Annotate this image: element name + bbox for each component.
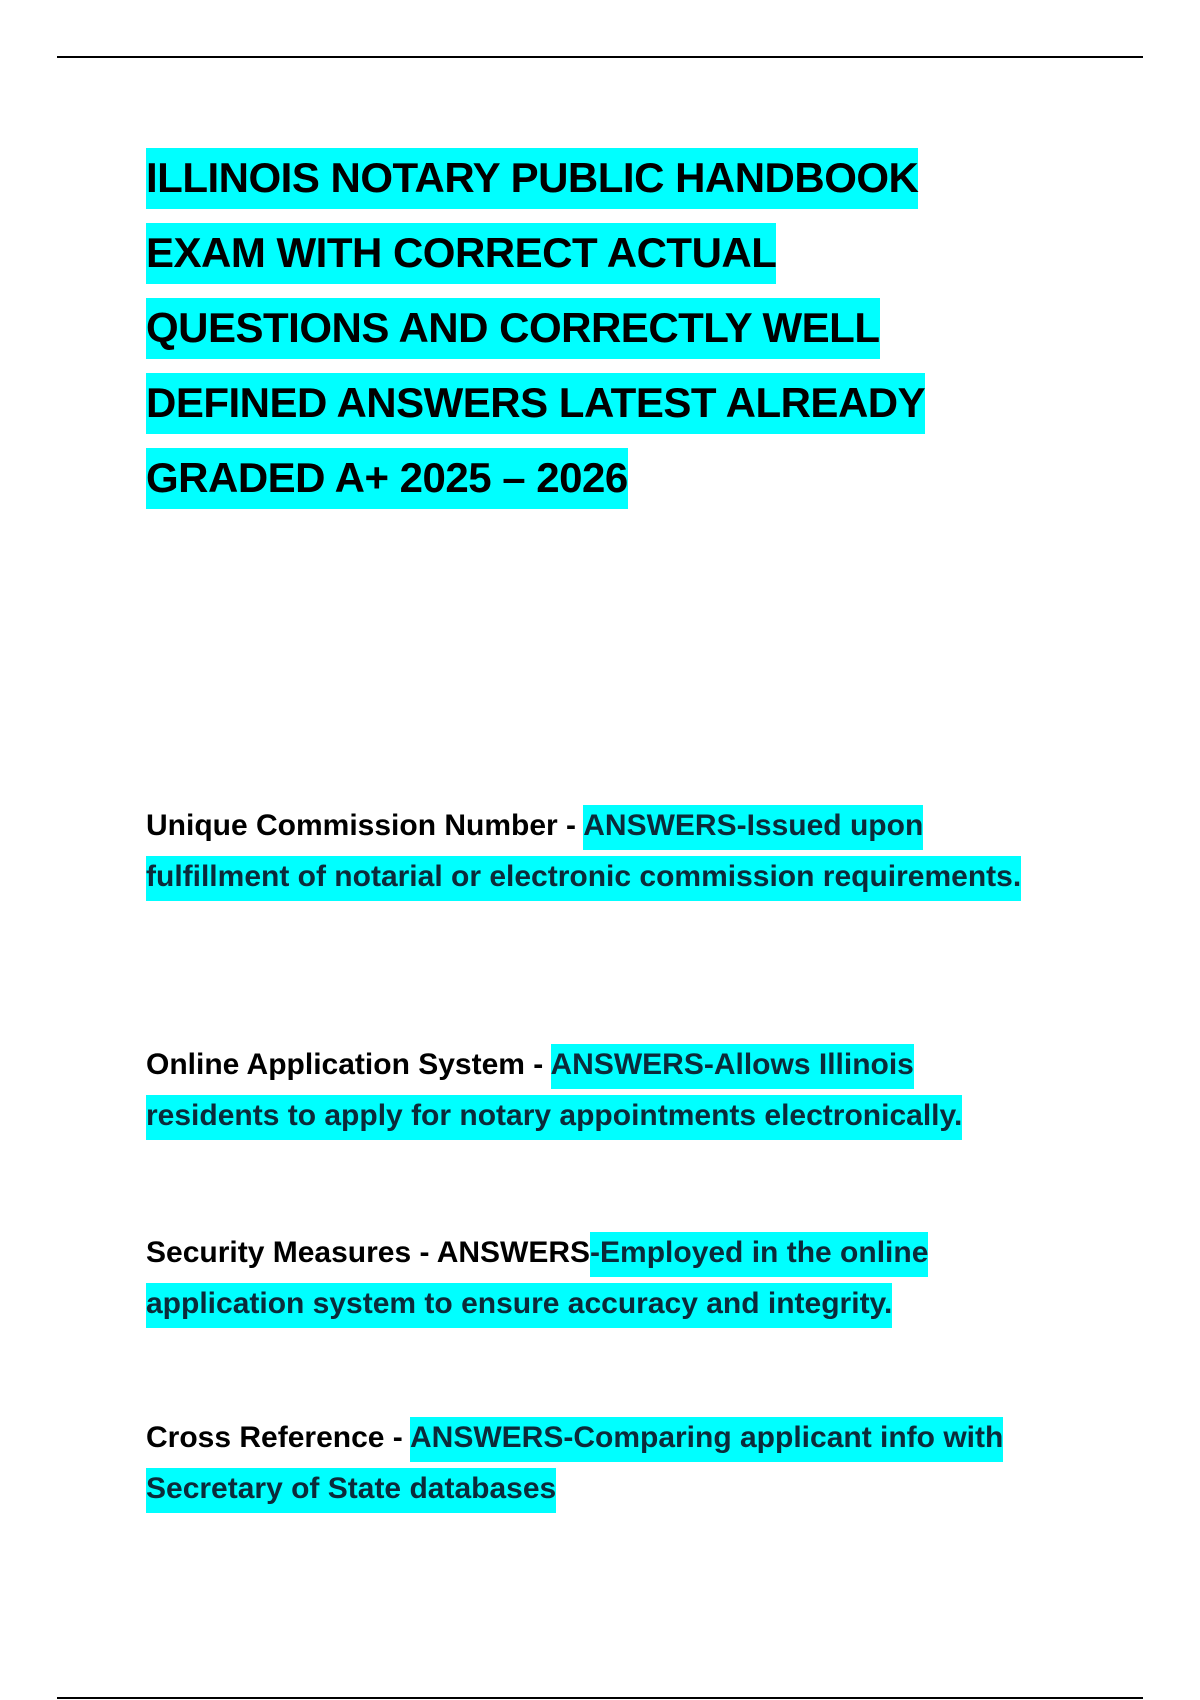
entry-answer: ANSWERS-Issued upon fulfillment of notarial or electronic commission requirements. bbox=[146, 805, 1021, 901]
title-line: DEFINED ANSWERS LATEST ALREADY bbox=[146, 373, 925, 434]
title-line: ILLINOIS NOTARY PUBLIC HANDBOOK bbox=[146, 148, 918, 209]
qa-entry-unique-commission-number bbox=[146, 800, 1046, 902]
entry-answer: ANSWERS-Allows Illinois residents to apply for notary appointments electronically. bbox=[146, 1044, 962, 1140]
title-line: QUESTIONS AND CORRECTLY WELL bbox=[146, 298, 880, 359]
entry-term: Unique Commission Number - bbox=[146, 809, 584, 842]
entry-term: Online Application System - bbox=[146, 1048, 551, 1081]
entry-term: Security Measures - bbox=[146, 1236, 437, 1269]
title-line: EXAM WITH CORRECT ACTUAL bbox=[146, 223, 776, 284]
qa-entry-online-application-system bbox=[146, 1039, 1046, 1141]
title-line: GRADED A+ 2025 – 2026 bbox=[146, 448, 628, 509]
qa-entry-cross-reference bbox=[146, 1412, 1046, 1514]
entry-answer: -Employed in the online application system to ensure accuracy and integrity. bbox=[146, 1232, 928, 1328]
bottom-rule bbox=[57, 1697, 1143, 1699]
entry-term: Cross Reference - bbox=[146, 1421, 410, 1454]
top-rule bbox=[57, 56, 1143, 58]
entry-answer-prefix: ANSWERS bbox=[436, 1236, 591, 1269]
document-title bbox=[146, 140, 1146, 515]
entry-answer: ANSWERS-Comparing applicant info with Secretary of State databases bbox=[146, 1417, 1003, 1513]
qa-entry-security-measures bbox=[146, 1227, 1046, 1329]
